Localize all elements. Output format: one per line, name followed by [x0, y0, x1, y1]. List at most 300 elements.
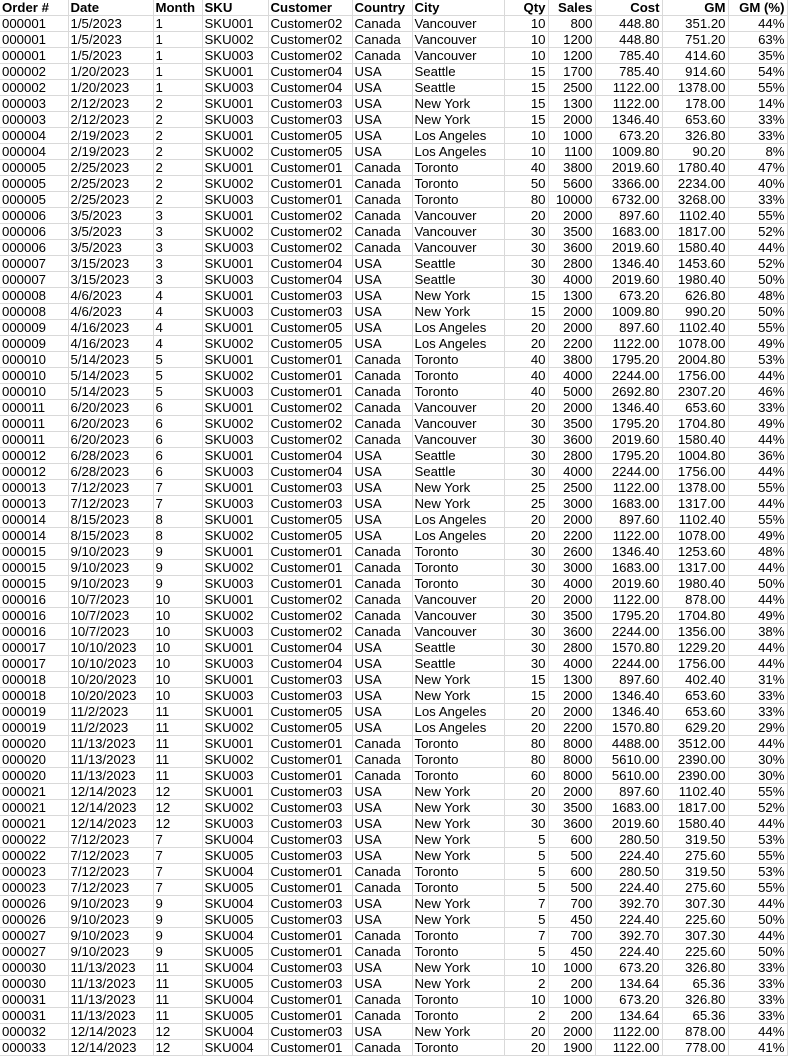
- cell-date[interactable]: 3/5/2023: [68, 208, 153, 224]
- cell-gm-percent[interactable]: 55%: [728, 880, 787, 896]
- cell-order-number[interactable]: 000007: [0, 256, 68, 272]
- cell-qty[interactable]: 15: [504, 96, 548, 112]
- cell-order-number[interactable]: 000012: [0, 464, 68, 480]
- cell-gm-percent[interactable]: 33%: [728, 128, 787, 144]
- cell-date[interactable]: 6/28/2023: [68, 448, 153, 464]
- cell-sales[interactable]: 2200: [548, 720, 595, 736]
- cell-gm[interactable]: 653.60: [662, 112, 728, 128]
- cell-customer[interactable]: Customer02: [268, 608, 352, 624]
- cell-qty[interactable]: 40: [504, 368, 548, 384]
- cell-country[interactable]: USA: [352, 528, 412, 544]
- cell-qty[interactable]: 20: [504, 336, 548, 352]
- cell-sales[interactable]: 450: [548, 912, 595, 928]
- cell-qty[interactable]: 5: [504, 944, 548, 960]
- cell-sku[interactable]: SKU001: [202, 208, 268, 224]
- cell-date[interactable]: 4/6/2023: [68, 288, 153, 304]
- cell-qty[interactable]: 30: [504, 272, 548, 288]
- cell-customer[interactable]: Customer01: [268, 736, 352, 752]
- cell-country[interactable]: USA: [352, 336, 412, 352]
- cell-customer[interactable]: Customer05: [268, 704, 352, 720]
- cell-cost[interactable]: 785.40: [595, 64, 662, 80]
- cell-customer[interactable]: Customer03: [268, 96, 352, 112]
- cell-country[interactable]: Canada: [352, 208, 412, 224]
- cell-qty[interactable]: 20: [504, 528, 548, 544]
- cell-sales[interactable]: 2800: [548, 256, 595, 272]
- cell-gm-percent[interactable]: 53%: [728, 352, 787, 368]
- cell-city[interactable]: Vancouver: [412, 208, 504, 224]
- cell-gm-percent[interactable]: 49%: [728, 336, 787, 352]
- cell-qty[interactable]: 30: [504, 240, 548, 256]
- cell-gm[interactable]: 225.60: [662, 944, 728, 960]
- cell-order-number[interactable]: 000007: [0, 272, 68, 288]
- cell-gm[interactable]: 1102.40: [662, 512, 728, 528]
- cell-gm-percent[interactable]: 44%: [728, 896, 787, 912]
- cell-month[interactable]: 2: [153, 160, 202, 176]
- cell-order-number[interactable]: 000019: [0, 704, 68, 720]
- cell-country[interactable]: Canada: [352, 944, 412, 960]
- cell-cost[interactable]: 224.40: [595, 944, 662, 960]
- cell-gm-percent[interactable]: 53%: [728, 832, 787, 848]
- cell-city[interactable]: New York: [412, 896, 504, 912]
- cell-cost[interactable]: 2019.60: [595, 160, 662, 176]
- cell-order-number[interactable]: 000014: [0, 528, 68, 544]
- cell-gm-percent[interactable]: 55%: [728, 480, 787, 496]
- cell-city[interactable]: Los Angeles: [412, 704, 504, 720]
- cell-cost[interactable]: 897.60: [595, 208, 662, 224]
- cell-cost[interactable]: 897.60: [595, 320, 662, 336]
- cell-date[interactable]: 3/15/2023: [68, 256, 153, 272]
- cell-sku[interactable]: SKU003: [202, 624, 268, 640]
- cell-city[interactable]: New York: [412, 496, 504, 512]
- column-header-date[interactable]: Date: [68, 0, 153, 16]
- cell-order-number[interactable]: 000013: [0, 480, 68, 496]
- cell-customer[interactable]: Customer04: [268, 656, 352, 672]
- cell-country[interactable]: USA: [352, 320, 412, 336]
- cell-order-number[interactable]: 000006: [0, 224, 68, 240]
- cell-gm[interactable]: 1580.40: [662, 240, 728, 256]
- cell-cost[interactable]: 2244.00: [595, 464, 662, 480]
- cell-customer[interactable]: Customer03: [268, 896, 352, 912]
- cell-sales[interactable]: 2000: [548, 688, 595, 704]
- cell-country[interactable]: Canada: [352, 592, 412, 608]
- cell-cost[interactable]: 2244.00: [595, 368, 662, 384]
- cell-qty[interactable]: 10: [504, 48, 548, 64]
- cell-cost[interactable]: 1009.80: [595, 304, 662, 320]
- cell-sales[interactable]: 2000: [548, 512, 595, 528]
- cell-gm[interactable]: 326.80: [662, 128, 728, 144]
- cell-gm[interactable]: 653.60: [662, 704, 728, 720]
- cell-order-number[interactable]: 000016: [0, 592, 68, 608]
- cell-date[interactable]: 7/12/2023: [68, 864, 153, 880]
- cell-month[interactable]: 7: [153, 496, 202, 512]
- cell-customer[interactable]: Customer03: [268, 496, 352, 512]
- cell-city[interactable]: Los Angeles: [412, 720, 504, 736]
- cell-cost[interactable]: 224.40: [595, 848, 662, 864]
- cell-gm[interactable]: 1756.00: [662, 656, 728, 672]
- cell-cost[interactable]: 5610.00: [595, 752, 662, 768]
- cell-cost[interactable]: 448.80: [595, 32, 662, 48]
- cell-qty[interactable]: 5: [504, 832, 548, 848]
- cell-city[interactable]: Vancouver: [412, 416, 504, 432]
- cell-sales[interactable]: 2000: [548, 784, 595, 800]
- cell-sales[interactable]: 2200: [548, 336, 595, 352]
- cell-gm[interactable]: 351.20: [662, 16, 728, 32]
- cell-sku[interactable]: SKU002: [202, 752, 268, 768]
- cell-customer[interactable]: Customer01: [268, 752, 352, 768]
- cell-order-number[interactable]: 000011: [0, 400, 68, 416]
- cell-month[interactable]: 5: [153, 384, 202, 400]
- column-header-order-number[interactable]: Order #: [0, 0, 68, 16]
- cell-customer[interactable]: Customer04: [268, 448, 352, 464]
- cell-city[interactable]: Vancouver: [412, 624, 504, 640]
- column-header-month[interactable]: Month: [153, 0, 202, 16]
- cell-month[interactable]: 10: [153, 688, 202, 704]
- cell-date[interactable]: 1/5/2023: [68, 16, 153, 32]
- cell-cost[interactable]: 1683.00: [595, 560, 662, 576]
- cell-country[interactable]: USA: [352, 848, 412, 864]
- cell-date[interactable]: 9/10/2023: [68, 560, 153, 576]
- cell-date[interactable]: 7/12/2023: [68, 496, 153, 512]
- cell-customer[interactable]: Customer05: [268, 320, 352, 336]
- cell-qty[interactable]: 15: [504, 672, 548, 688]
- cell-city[interactable]: New York: [412, 960, 504, 976]
- cell-qty[interactable]: 80: [504, 192, 548, 208]
- cell-month[interactable]: 11: [153, 704, 202, 720]
- cell-date[interactable]: 12/14/2023: [68, 1040, 153, 1056]
- cell-sales[interactable]: 1000: [548, 128, 595, 144]
- cell-date[interactable]: 11/13/2023: [68, 752, 153, 768]
- cell-order-number[interactable]: 000021: [0, 816, 68, 832]
- cell-gm-percent[interactable]: 33%: [728, 112, 787, 128]
- cell-customer[interactable]: Customer02: [268, 624, 352, 640]
- cell-date[interactable]: 4/6/2023: [68, 304, 153, 320]
- cell-month[interactable]: 1: [153, 16, 202, 32]
- cell-date[interactable]: 12/14/2023: [68, 784, 153, 800]
- cell-sales[interactable]: 3600: [548, 240, 595, 256]
- cell-city[interactable]: Toronto: [412, 192, 504, 208]
- cell-city[interactable]: Toronto: [412, 752, 504, 768]
- cell-order-number[interactable]: 000016: [0, 624, 68, 640]
- cell-city[interactable]: Toronto: [412, 384, 504, 400]
- cell-date[interactable]: 3/15/2023: [68, 272, 153, 288]
- cell-gm-percent[interactable]: 44%: [728, 560, 787, 576]
- cell-sales[interactable]: 200: [548, 1008, 595, 1024]
- cell-sales[interactable]: 3500: [548, 800, 595, 816]
- cell-date[interactable]: 7/12/2023: [68, 480, 153, 496]
- cell-cost[interactable]: 1683.00: [595, 496, 662, 512]
- cell-sales[interactable]: 800: [548, 16, 595, 32]
- cell-city[interactable]: New York: [412, 976, 504, 992]
- cell-city[interactable]: Toronto: [412, 768, 504, 784]
- cell-sales[interactable]: 450: [548, 944, 595, 960]
- cell-month[interactable]: 6: [153, 416, 202, 432]
- cell-customer[interactable]: Customer03: [268, 800, 352, 816]
- cell-city[interactable]: Seattle: [412, 256, 504, 272]
- cell-gm-percent[interactable]: 63%: [728, 32, 787, 48]
- cell-country[interactable]: Canada: [352, 864, 412, 880]
- cell-date[interactable]: 2/19/2023: [68, 128, 153, 144]
- cell-qty[interactable]: 30: [504, 576, 548, 592]
- cell-gm[interactable]: 653.60: [662, 688, 728, 704]
- cell-gm-percent[interactable]: 44%: [728, 656, 787, 672]
- cell-cost[interactable]: 1122.00: [595, 592, 662, 608]
- cell-city[interactable]: Toronto: [412, 864, 504, 880]
- cell-country[interactable]: Canada: [352, 192, 412, 208]
- cell-qty[interactable]: 5: [504, 864, 548, 880]
- cell-cost[interactable]: 224.40: [595, 912, 662, 928]
- cell-sku[interactable]: SKU001: [202, 96, 268, 112]
- cell-sku[interactable]: SKU002: [202, 608, 268, 624]
- cell-country[interactable]: USA: [352, 912, 412, 928]
- cell-country[interactable]: USA: [352, 112, 412, 128]
- cell-country[interactable]: Canada: [352, 384, 412, 400]
- cell-sku[interactable]: SKU001: [202, 592, 268, 608]
- cell-gm-percent[interactable]: 50%: [728, 304, 787, 320]
- cell-order-number[interactable]: 000008: [0, 288, 68, 304]
- cell-city[interactable]: Toronto: [412, 928, 504, 944]
- cell-country[interactable]: Canada: [352, 560, 412, 576]
- cell-customer[interactable]: Customer02: [268, 16, 352, 32]
- cell-month[interactable]: 4: [153, 288, 202, 304]
- cell-date[interactable]: 10/7/2023: [68, 592, 153, 608]
- cell-gm[interactable]: 275.60: [662, 848, 728, 864]
- cell-qty[interactable]: 20: [504, 1024, 548, 1040]
- cell-cost[interactable]: 1683.00: [595, 800, 662, 816]
- cell-cost[interactable]: 1795.20: [595, 608, 662, 624]
- cell-gm-percent[interactable]: 44%: [728, 592, 787, 608]
- cell-sales[interactable]: 4000: [548, 368, 595, 384]
- cell-sku[interactable]: SKU001: [202, 448, 268, 464]
- cell-country[interactable]: USA: [352, 256, 412, 272]
- cell-month[interactable]: 2: [153, 96, 202, 112]
- cell-cost[interactable]: 1122.00: [595, 336, 662, 352]
- cell-gm-percent[interactable]: 33%: [728, 688, 787, 704]
- cell-city[interactable]: Toronto: [412, 1040, 504, 1056]
- cell-qty[interactable]: 20: [504, 784, 548, 800]
- cell-sku[interactable]: SKU003: [202, 496, 268, 512]
- cell-gm-percent[interactable]: 33%: [728, 192, 787, 208]
- cell-qty[interactable]: 10: [504, 32, 548, 48]
- cell-qty[interactable]: 20: [504, 1040, 548, 1056]
- cell-country[interactable]: USA: [352, 688, 412, 704]
- cell-sku[interactable]: SKU002: [202, 528, 268, 544]
- cell-city[interactable]: New York: [412, 784, 504, 800]
- cell-city[interactable]: Vancouver: [412, 240, 504, 256]
- cell-date[interactable]: 12/14/2023: [68, 1024, 153, 1040]
- cell-sales[interactable]: 2200: [548, 528, 595, 544]
- cell-customer[interactable]: Customer02: [268, 32, 352, 48]
- cell-qty[interactable]: 20: [504, 704, 548, 720]
- cell-date[interactable]: 11/13/2023: [68, 768, 153, 784]
- cell-sku[interactable]: SKU005: [202, 848, 268, 864]
- cell-city[interactable]: Seattle: [412, 464, 504, 480]
- cell-customer[interactable]: Customer04: [268, 464, 352, 480]
- cell-sales[interactable]: 3000: [548, 560, 595, 576]
- cell-qty[interactable]: 25: [504, 496, 548, 512]
- cell-customer[interactable]: Customer04: [268, 640, 352, 656]
- cell-order-number[interactable]: 000002: [0, 80, 68, 96]
- cell-city[interactable]: Vancouver: [412, 16, 504, 32]
- cell-month[interactable]: 11: [153, 992, 202, 1008]
- cell-qty[interactable]: 20: [504, 208, 548, 224]
- cell-qty[interactable]: 80: [504, 736, 548, 752]
- cell-cost[interactable]: 1795.20: [595, 448, 662, 464]
- cell-month[interactable]: 10: [153, 624, 202, 640]
- cell-sku[interactable]: SKU003: [202, 80, 268, 96]
- cell-date[interactable]: 1/5/2023: [68, 48, 153, 64]
- cell-month[interactable]: 2: [153, 192, 202, 208]
- cell-sales[interactable]: 1300: [548, 96, 595, 112]
- cell-sales[interactable]: 2000: [548, 1024, 595, 1040]
- cell-customer[interactable]: Customer01: [268, 160, 352, 176]
- cell-month[interactable]: 7: [153, 848, 202, 864]
- cell-country[interactable]: USA: [352, 960, 412, 976]
- cell-month[interactable]: 8: [153, 528, 202, 544]
- cell-country[interactable]: USA: [352, 896, 412, 912]
- cell-date[interactable]: 4/16/2023: [68, 320, 153, 336]
- cell-cost[interactable]: 897.60: [595, 784, 662, 800]
- cell-cost[interactable]: 1009.80: [595, 144, 662, 160]
- cell-country[interactable]: Canada: [352, 768, 412, 784]
- cell-sku[interactable]: SKU001: [202, 352, 268, 368]
- cell-customer[interactable]: Customer01: [268, 352, 352, 368]
- cell-city[interactable]: New York: [412, 304, 504, 320]
- cell-gm-percent[interactable]: 33%: [728, 400, 787, 416]
- cell-qty[interactable]: 30: [504, 560, 548, 576]
- cell-sales[interactable]: 1900: [548, 1040, 595, 1056]
- cell-order-number[interactable]: 000009: [0, 336, 68, 352]
- cell-month[interactable]: 12: [153, 1024, 202, 1040]
- cell-order-number[interactable]: 000015: [0, 560, 68, 576]
- cell-gm[interactable]: 3268.00: [662, 192, 728, 208]
- column-header-country[interactable]: Country: [352, 0, 412, 16]
- cell-customer[interactable]: Customer03: [268, 976, 352, 992]
- cell-qty[interactable]: 7: [504, 896, 548, 912]
- cell-sku[interactable]: SKU001: [202, 544, 268, 560]
- cell-month[interactable]: 10: [153, 640, 202, 656]
- cell-month[interactable]: 5: [153, 368, 202, 384]
- cell-sales[interactable]: 200: [548, 976, 595, 992]
- cell-date[interactable]: 3/5/2023: [68, 240, 153, 256]
- cell-country[interactable]: Canada: [352, 576, 412, 592]
- cell-qty[interactable]: 30: [504, 624, 548, 640]
- cell-order-number[interactable]: 000004: [0, 128, 68, 144]
- cell-city[interactable]: Seattle: [412, 272, 504, 288]
- cell-gm-percent[interactable]: 31%: [728, 672, 787, 688]
- cell-sku[interactable]: SKU002: [202, 800, 268, 816]
- cell-sku[interactable]: SKU002: [202, 32, 268, 48]
- cell-sku[interactable]: SKU001: [202, 704, 268, 720]
- cell-customer[interactable]: Customer01: [268, 368, 352, 384]
- cell-sales[interactable]: 8000: [548, 736, 595, 752]
- cell-country[interactable]: Canada: [352, 160, 412, 176]
- cell-qty[interactable]: 10: [504, 128, 548, 144]
- cell-qty[interactable]: 80: [504, 752, 548, 768]
- cell-city[interactable]: Toronto: [412, 944, 504, 960]
- cell-gm-percent[interactable]: 29%: [728, 720, 787, 736]
- cell-sku[interactable]: SKU004: [202, 992, 268, 1008]
- cell-month[interactable]: 9: [153, 576, 202, 592]
- cell-order-number[interactable]: 000017: [0, 656, 68, 672]
- cell-customer[interactable]: Customer02: [268, 240, 352, 256]
- cell-cost[interactable]: 2019.60: [595, 576, 662, 592]
- cell-sales[interactable]: 2000: [548, 320, 595, 336]
- cell-country[interactable]: USA: [352, 272, 412, 288]
- cell-date[interactable]: 11/13/2023: [68, 736, 153, 752]
- cell-customer[interactable]: Customer02: [268, 400, 352, 416]
- cell-sku[interactable]: SKU002: [202, 720, 268, 736]
- cell-country[interactable]: USA: [352, 656, 412, 672]
- cell-gm-percent[interactable]: 44%: [728, 368, 787, 384]
- cell-date[interactable]: 10/20/2023: [68, 672, 153, 688]
- cell-order-number[interactable]: 000003: [0, 96, 68, 112]
- cell-order-number[interactable]: 000033: [0, 1040, 68, 1056]
- cell-city[interactable]: Los Angeles: [412, 528, 504, 544]
- cell-cost[interactable]: 1683.00: [595, 224, 662, 240]
- cell-gm-percent[interactable]: 36%: [728, 448, 787, 464]
- cell-country[interactable]: Canada: [352, 176, 412, 192]
- cell-city[interactable]: Toronto: [412, 160, 504, 176]
- cell-gm[interactable]: 1078.00: [662, 528, 728, 544]
- cell-qty[interactable]: 30: [504, 800, 548, 816]
- cell-order-number[interactable]: 000008: [0, 304, 68, 320]
- cell-city[interactable]: New York: [412, 96, 504, 112]
- cell-date[interactable]: 1/20/2023: [68, 80, 153, 96]
- cell-city[interactable]: New York: [412, 288, 504, 304]
- cell-cost[interactable]: 1346.40: [595, 704, 662, 720]
- cell-month[interactable]: 2: [153, 144, 202, 160]
- cell-customer[interactable]: Customer01: [268, 384, 352, 400]
- cell-month[interactable]: 9: [153, 912, 202, 928]
- cell-qty[interactable]: 15: [504, 288, 548, 304]
- cell-month[interactable]: 12: [153, 784, 202, 800]
- cell-date[interactable]: 12/14/2023: [68, 800, 153, 816]
- cell-sku[interactable]: SKU003: [202, 816, 268, 832]
- cell-month[interactable]: 11: [153, 1008, 202, 1024]
- cell-city[interactable]: Toronto: [412, 1008, 504, 1024]
- cell-month[interactable]: 10: [153, 592, 202, 608]
- cell-month[interactable]: 9: [153, 944, 202, 960]
- cell-gm[interactable]: 1453.60: [662, 256, 728, 272]
- cell-customer[interactable]: Customer05: [268, 528, 352, 544]
- cell-order-number[interactable]: 000013: [0, 496, 68, 512]
- cell-gm-percent[interactable]: 54%: [728, 64, 787, 80]
- cell-gm-percent[interactable]: 55%: [728, 848, 787, 864]
- cell-cost[interactable]: 1122.00: [595, 96, 662, 112]
- cell-country[interactable]: USA: [352, 80, 412, 96]
- cell-sku[interactable]: SKU002: [202, 144, 268, 160]
- cell-qty[interactable]: 2: [504, 1008, 548, 1024]
- cell-gm-percent[interactable]: 44%: [728, 464, 787, 480]
- cell-month[interactable]: 4: [153, 320, 202, 336]
- cell-order-number[interactable]: 000001: [0, 16, 68, 32]
- cell-city[interactable]: Vancouver: [412, 224, 504, 240]
- cell-gm-percent[interactable]: 46%: [728, 384, 787, 400]
- cell-sku[interactable]: SKU001: [202, 512, 268, 528]
- cell-customer[interactable]: Customer01: [268, 864, 352, 880]
- cell-country[interactable]: Canada: [352, 752, 412, 768]
- cell-gm[interactable]: 629.20: [662, 720, 728, 736]
- cell-gm[interactable]: 307.30: [662, 896, 728, 912]
- cell-gm[interactable]: 1580.40: [662, 816, 728, 832]
- cell-cost[interactable]: 1346.40: [595, 256, 662, 272]
- cell-gm-percent[interactable]: 52%: [728, 256, 787, 272]
- cell-gm[interactable]: 275.60: [662, 880, 728, 896]
- cell-gm[interactable]: 626.80: [662, 288, 728, 304]
- cell-sku[interactable]: SKU002: [202, 336, 268, 352]
- cell-month[interactable]: 12: [153, 1040, 202, 1056]
- cell-sales[interactable]: 500: [548, 880, 595, 896]
